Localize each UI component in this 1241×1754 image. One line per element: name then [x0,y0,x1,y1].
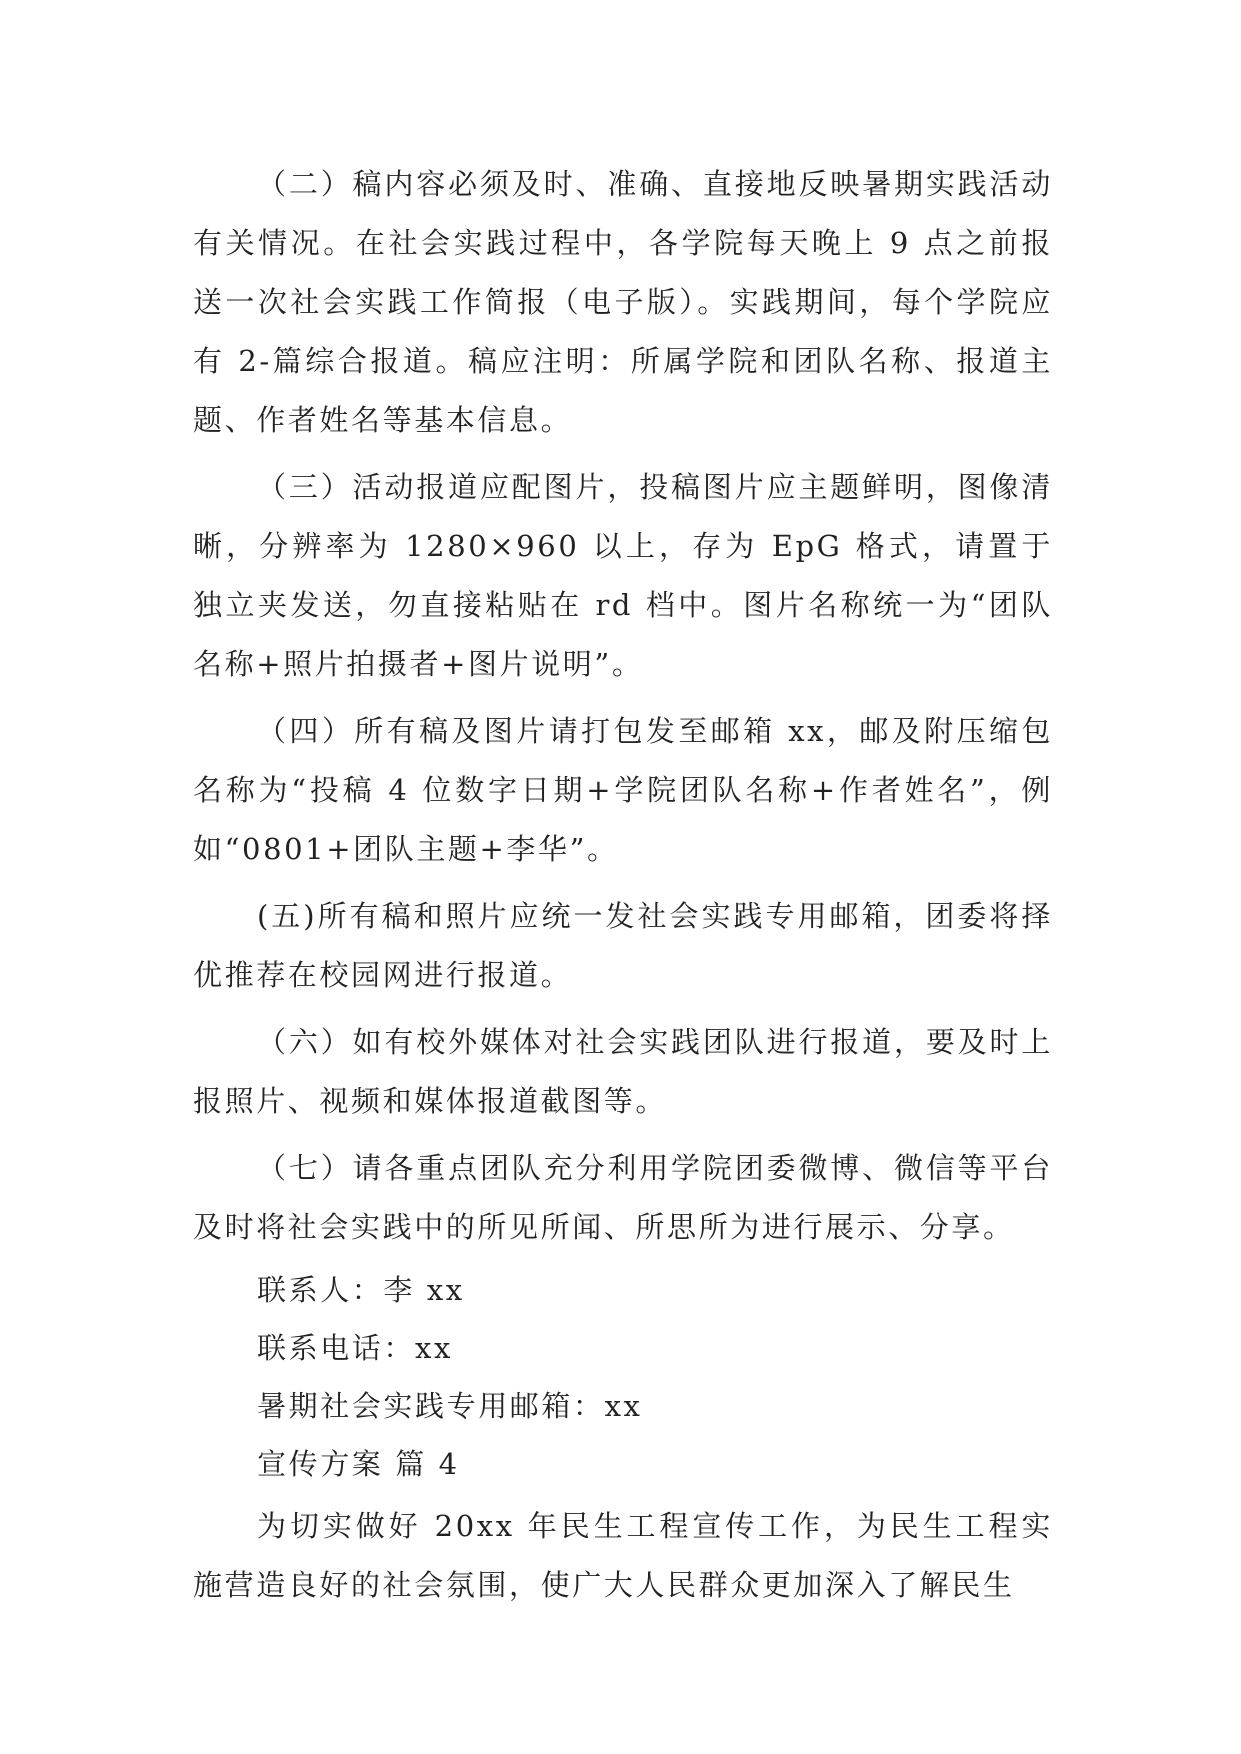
contact-person: 联系人：李 xx [257,1273,465,1307]
intro-paragraph: 为切实做好 20xx 年民生工程宣传工作，为民生工程实施营造良好的社会氛围，使广大人民群众更加深入了解民生 [193,1509,1053,1602]
paragraph-item-4: （四）所有稿及图片请打包发至邮箱 xx，邮及附压缩包名称为“投稿 4 位数字日期+学院团队名称+作者姓名”，例如“0801+团队主题+李华”。 [193,714,1053,866]
paragraph-item-6: （六）如有校外媒体对社会实践团队进行报道，要及时上报照片、视频和媒体报道截图等。 [193,1025,1053,1118]
document-body [193,155,1053,1615]
contact-email: 暑期社会实践专用邮箱：xx [257,1389,643,1423]
contact-phone: 联系电话：xx [257,1331,453,1365]
section-heading: 宣传方案 篇 4 [257,1447,460,1481]
paragraph-item-3: （三）活动报道应配图片，投稿图片应主题鲜明，图像清晰，分辨率为 1280×960 以上，存为 EpG 格式，请置于独立夹发送，勿直接粘贴在 rd 档中。图片名称统一为“团队名称+照片拍摄者+图片说明”。 [193,470,1053,681]
paragraph-item-2: （二）稿内容必须及时、准确、直接地反映暑期实践活动有关情况。在社会实践过程中，各学院每天晚上 9 点之前报送一次社会实践工作简报（电子版）。实践期间，每个学院应有 2-篇综合报道。稿应注明：所属学院和团队名称、报道主题、作者姓名等基本信息。 [193,167,1053,437]
paragraph-item-5: (五)所有稿和照片应统一发社会实践专用邮箱，团委将择优推荐在校园网进行报道。 [193,899,1053,992]
paragraph-item-7: （七）请各重点团队充分利用学院团委微博、微信等平台及时将社会实践中的所见所闻、所思所为进行展示、分享。 [193,1151,1053,1244]
